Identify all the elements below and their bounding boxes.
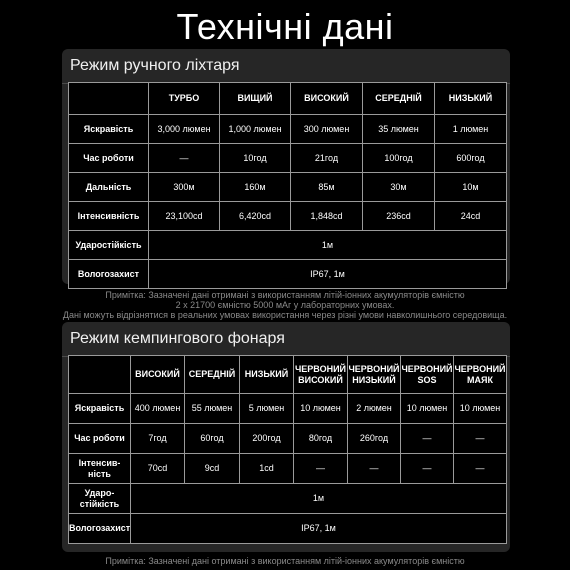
table-cell: 10м: [435, 173, 507, 202]
header-cell-empty: [69, 356, 131, 394]
table-cell-span: IP67, 1м: [149, 260, 507, 289]
footnote-line: Примітка: Зазначені дані отримані з використанням літій-іонних акумуляторів ємністю: [105, 556, 465, 566]
row-label-waterproof: Вологозахист: [69, 514, 131, 544]
table-cell-span: 1м: [131, 484, 507, 514]
table-cell: 10год: [220, 144, 291, 173]
header-cell-red-sos: ЧЕРВОНИЙ SOS: [401, 356, 454, 394]
table-cell: 60год: [185, 424, 240, 454]
table-row: [69, 260, 507, 289]
table-cell: 3,000 люмен: [149, 115, 220, 144]
header-cell-low: НИЗЬКИЙ: [435, 83, 507, 115]
table-cell: —: [454, 424, 507, 454]
table-row: [69, 144, 507, 173]
header-cell-red-beacon: ЧЕРВОНИЙ МАЯК: [454, 356, 507, 394]
table-cell: 23,100cd: [149, 202, 220, 231]
table-cell: —: [149, 144, 220, 173]
header-cell-empty: [69, 83, 149, 115]
table-cell: —: [294, 454, 348, 484]
table-cell: —: [454, 454, 507, 484]
table-cell: 7год: [131, 424, 185, 454]
row-label-runtime: Час роботи: [69, 424, 131, 454]
table-cell: 160м: [220, 173, 291, 202]
table-cell: —: [348, 454, 401, 484]
header-cell-turbo: ТУРБО: [149, 83, 220, 115]
header-cell-red-high: ЧЕРВОНИЙ ВИСОКИЙ: [294, 356, 348, 394]
table-row: [69, 454, 507, 484]
table-cell-span: 1м: [149, 231, 507, 260]
header-cell-high: ВИСОКИЙ: [291, 83, 363, 115]
row-label-distance: Дальність: [69, 173, 149, 202]
table-cell-span: IP67, 1м: [131, 514, 507, 544]
camping-spec-table: [68, 355, 507, 544]
table-cell: 1,848cd: [291, 202, 363, 231]
table-cell: 236cd: [363, 202, 435, 231]
table-cell: 400 люмен: [131, 394, 185, 424]
table-cell: 10 люмен: [294, 394, 348, 424]
table-cell: 80год: [294, 424, 348, 454]
table-cell: 200год: [240, 424, 294, 454]
table-cell: 85м: [291, 173, 363, 202]
table-cell: 1cd: [240, 454, 294, 484]
row-label-impact: Ударостійкість: [69, 231, 149, 260]
table-cell: 70cd: [131, 454, 185, 484]
table-cell: 21год: [291, 144, 363, 173]
table-cell: 300 люмен: [291, 115, 363, 144]
row-label-runtime: Час роботи: [69, 144, 149, 173]
header-cell-red-low: ЧЕРВОНИЙ НИЗЬКИЙ: [348, 356, 401, 394]
table-row: [69, 202, 507, 231]
table-cell: 5 люмен: [240, 394, 294, 424]
table-cell: 35 люмен: [363, 115, 435, 144]
page-title: Технічні дані: [176, 6, 394, 47]
header-cell-high: ВИСОКИЙ: [131, 356, 185, 394]
table-cell: 24cd: [435, 202, 507, 231]
table-cell: 300м: [149, 173, 220, 202]
table-cell: 10 люмен: [401, 394, 454, 424]
table-row: [69, 231, 507, 260]
handheld-spec-table: [68, 82, 507, 289]
table-cell: —: [401, 424, 454, 454]
footnote-line: 2 х 21700 ємністю 5000 мАг у лабораторних умовах.: [175, 300, 395, 310]
table-cell: 260год: [348, 424, 401, 454]
table-cell: —: [401, 454, 454, 484]
table-cell: 30м: [363, 173, 435, 202]
table-row: [69, 173, 507, 202]
table-cell: 2 люмен: [348, 394, 401, 424]
table-row: [69, 424, 507, 454]
table-cell: 100год: [363, 144, 435, 173]
row-label-impact: Ударо-стійкість: [69, 484, 131, 514]
header-cell-highest: ВИЩИЙ: [220, 83, 291, 115]
table-row: [69, 115, 507, 144]
table-cell: 1,000 люмен: [220, 115, 291, 144]
footnote-line: Дані можуть відрізнятися в реальних умовах використання через різні умови навколишнього середовища.: [62, 310, 508, 320]
row-label-intensity: Інтенсивність: [69, 202, 149, 231]
row-label-brightness: Яскравість: [69, 394, 131, 424]
handheld-mode-title: Режим ручного ліхтаря: [70, 57, 240, 74]
table-cell: 1 люмен: [435, 115, 507, 144]
row-label-brightness: Яскравість: [69, 115, 149, 144]
table-cell: 6,420cd: [220, 202, 291, 231]
table-cell: 55 люмен: [185, 394, 240, 424]
camping-footnote: [0, 556, 570, 566]
table-cell: 600год: [435, 144, 507, 173]
header-cell-medium: СЕРЕДНІЙ: [363, 83, 435, 115]
table-header-row: [69, 83, 507, 115]
footnote-line: Примітка: Зазначені дані отримані з використанням літій-іонних акумуляторів ємністю: [105, 290, 465, 300]
table-cell: 9cd: [185, 454, 240, 484]
handheld-footnote: [0, 290, 570, 320]
table-row: [69, 394, 507, 424]
row-label-waterproof: Вологозахист: [69, 260, 149, 289]
header-cell-medium: СЕРЕДНІЙ: [185, 356, 240, 394]
camping-mode-title: Режим кемпингового фонаря: [70, 330, 285, 347]
table-header-row: [69, 356, 507, 394]
row-label-intensity: Інтенсив-ність: [69, 454, 131, 484]
table-cell: 10 люмен: [454, 394, 507, 424]
header-cell-low: НИЗЬКИЙ: [240, 356, 294, 394]
table-row: [69, 514, 507, 544]
table-row: [69, 484, 507, 514]
